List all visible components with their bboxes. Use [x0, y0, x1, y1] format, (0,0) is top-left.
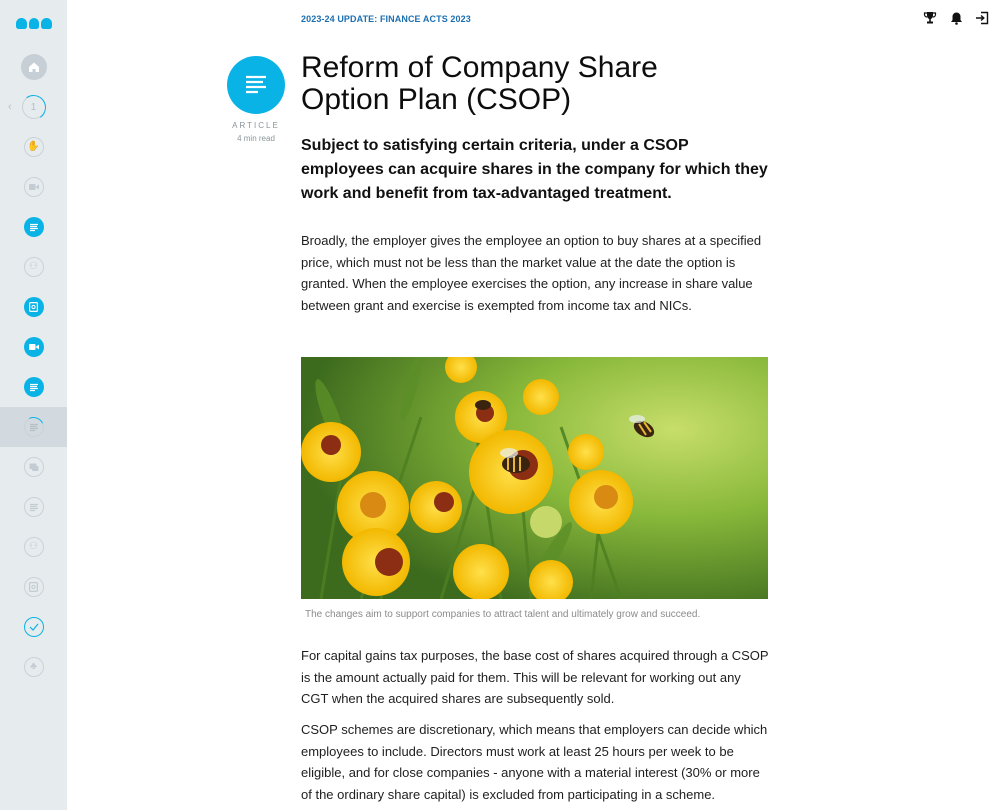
sidebar-item-article[interactable]: [0, 207, 67, 247]
step-number: 1: [30, 101, 37, 113]
lead-paragraph: Subject to satisfying certain criteria, under a CSOP employees can acquire shares in the company for which they work and benefit from tax-advantaged treatment.: [301, 137, 768, 202]
sidebar-item-video[interactable]: [0, 167, 67, 207]
sidebar-item-article-3[interactable]: [0, 487, 67, 527]
video-icon: [24, 337, 44, 357]
home-icon: [21, 54, 47, 80]
hero-image: [301, 357, 768, 599]
sidebar-item-step[interactable]: [0, 87, 67, 127]
document-search-icon: [24, 577, 44, 597]
sidebar-item-check[interactable]: [0, 607, 67, 647]
logout-icon[interactable]: [974, 10, 990, 26]
body-paragraph-1: Broadly, the employer gives the employee an option to buy shares at a specified price, which must not be less than the market value at the date the option is granted. When the employee exercises the option, any increase in share value between grant and exercise is exempted from income tax and NICs.: [301, 233, 762, 313]
progress-ring-icon: [22, 95, 46, 119]
chat-icon: [24, 457, 44, 477]
group-icon: ⚇: [24, 257, 44, 277]
content-type-label: ARTICLE: [232, 121, 280, 130]
page-title: [301, 52, 761, 116]
sidebar-item-activity[interactable]: [0, 127, 67, 167]
sidebar-item-document[interactable]: [0, 287, 67, 327]
sidebar-item-article-2[interactable]: [0, 367, 67, 407]
image-caption: The changes aim to support companies to attract talent and ultimately grow and succeed.: [305, 609, 701, 620]
article-badge: [227, 56, 285, 114]
sidebar-item-group-2[interactable]: [0, 527, 67, 567]
chevron-left-icon[interactable]: ‹: [8, 101, 12, 113]
video-icon: [24, 177, 44, 197]
brand-logo[interactable]: [16, 16, 52, 30]
body-paragraph-3: CSOP schemes are discretionary, which means that employers can decide which employees to include. Directors must work at least 25 hours per week to be eligible, and for close companies - anyone with a material interest (30% or more of the ordinary share capital) is excluded from participating in a scheme.: [301, 722, 768, 802]
check-icon: [24, 617, 44, 637]
sidebar-item-video-2[interactable]: [0, 327, 67, 367]
article-icon: [244, 74, 268, 96]
course-breadcrumb[interactable]: 2023-24 UPDATE: FINANCE ACTS 2023: [301, 14, 471, 24]
person-icon: ✋: [24, 137, 44, 157]
document-search-icon: [24, 297, 44, 317]
title-line-1: Reform of Company Share: [301, 51, 658, 84]
article-icon: [24, 417, 44, 437]
article-icon: [24, 377, 44, 397]
article-icon: [24, 497, 44, 517]
award-icon: ♣: [24, 657, 44, 677]
sidebar-nav: [0, 0, 67, 810]
trophy-icon[interactable]: [922, 10, 938, 26]
read-time: 4 min read: [237, 134, 275, 143]
sidebar-item-home[interactable]: [0, 47, 67, 87]
title-line-2: Option Plan (CSOP): [301, 83, 572, 116]
sidebar-item-current-article[interactable]: [0, 407, 67, 447]
sidebar-item-discussion[interactable]: [0, 447, 67, 487]
sidebar-item-certificate[interactable]: [0, 647, 67, 687]
header-actions: [922, 10, 990, 26]
group-icon: ⚇: [24, 537, 44, 557]
body-paragraph-2: For capital gains tax purposes, the base cost of shares acquired through a CSOP is the amount actually paid for them. This will be relevant for working out any CGT when the acquired shares are subsequently sold.: [301, 648, 769, 706]
bell-icon[interactable]: [948, 10, 964, 26]
sidebar-item-group[interactable]: [0, 247, 67, 287]
article-icon: [24, 217, 44, 237]
sidebar-item-document-2[interactable]: [0, 567, 67, 607]
